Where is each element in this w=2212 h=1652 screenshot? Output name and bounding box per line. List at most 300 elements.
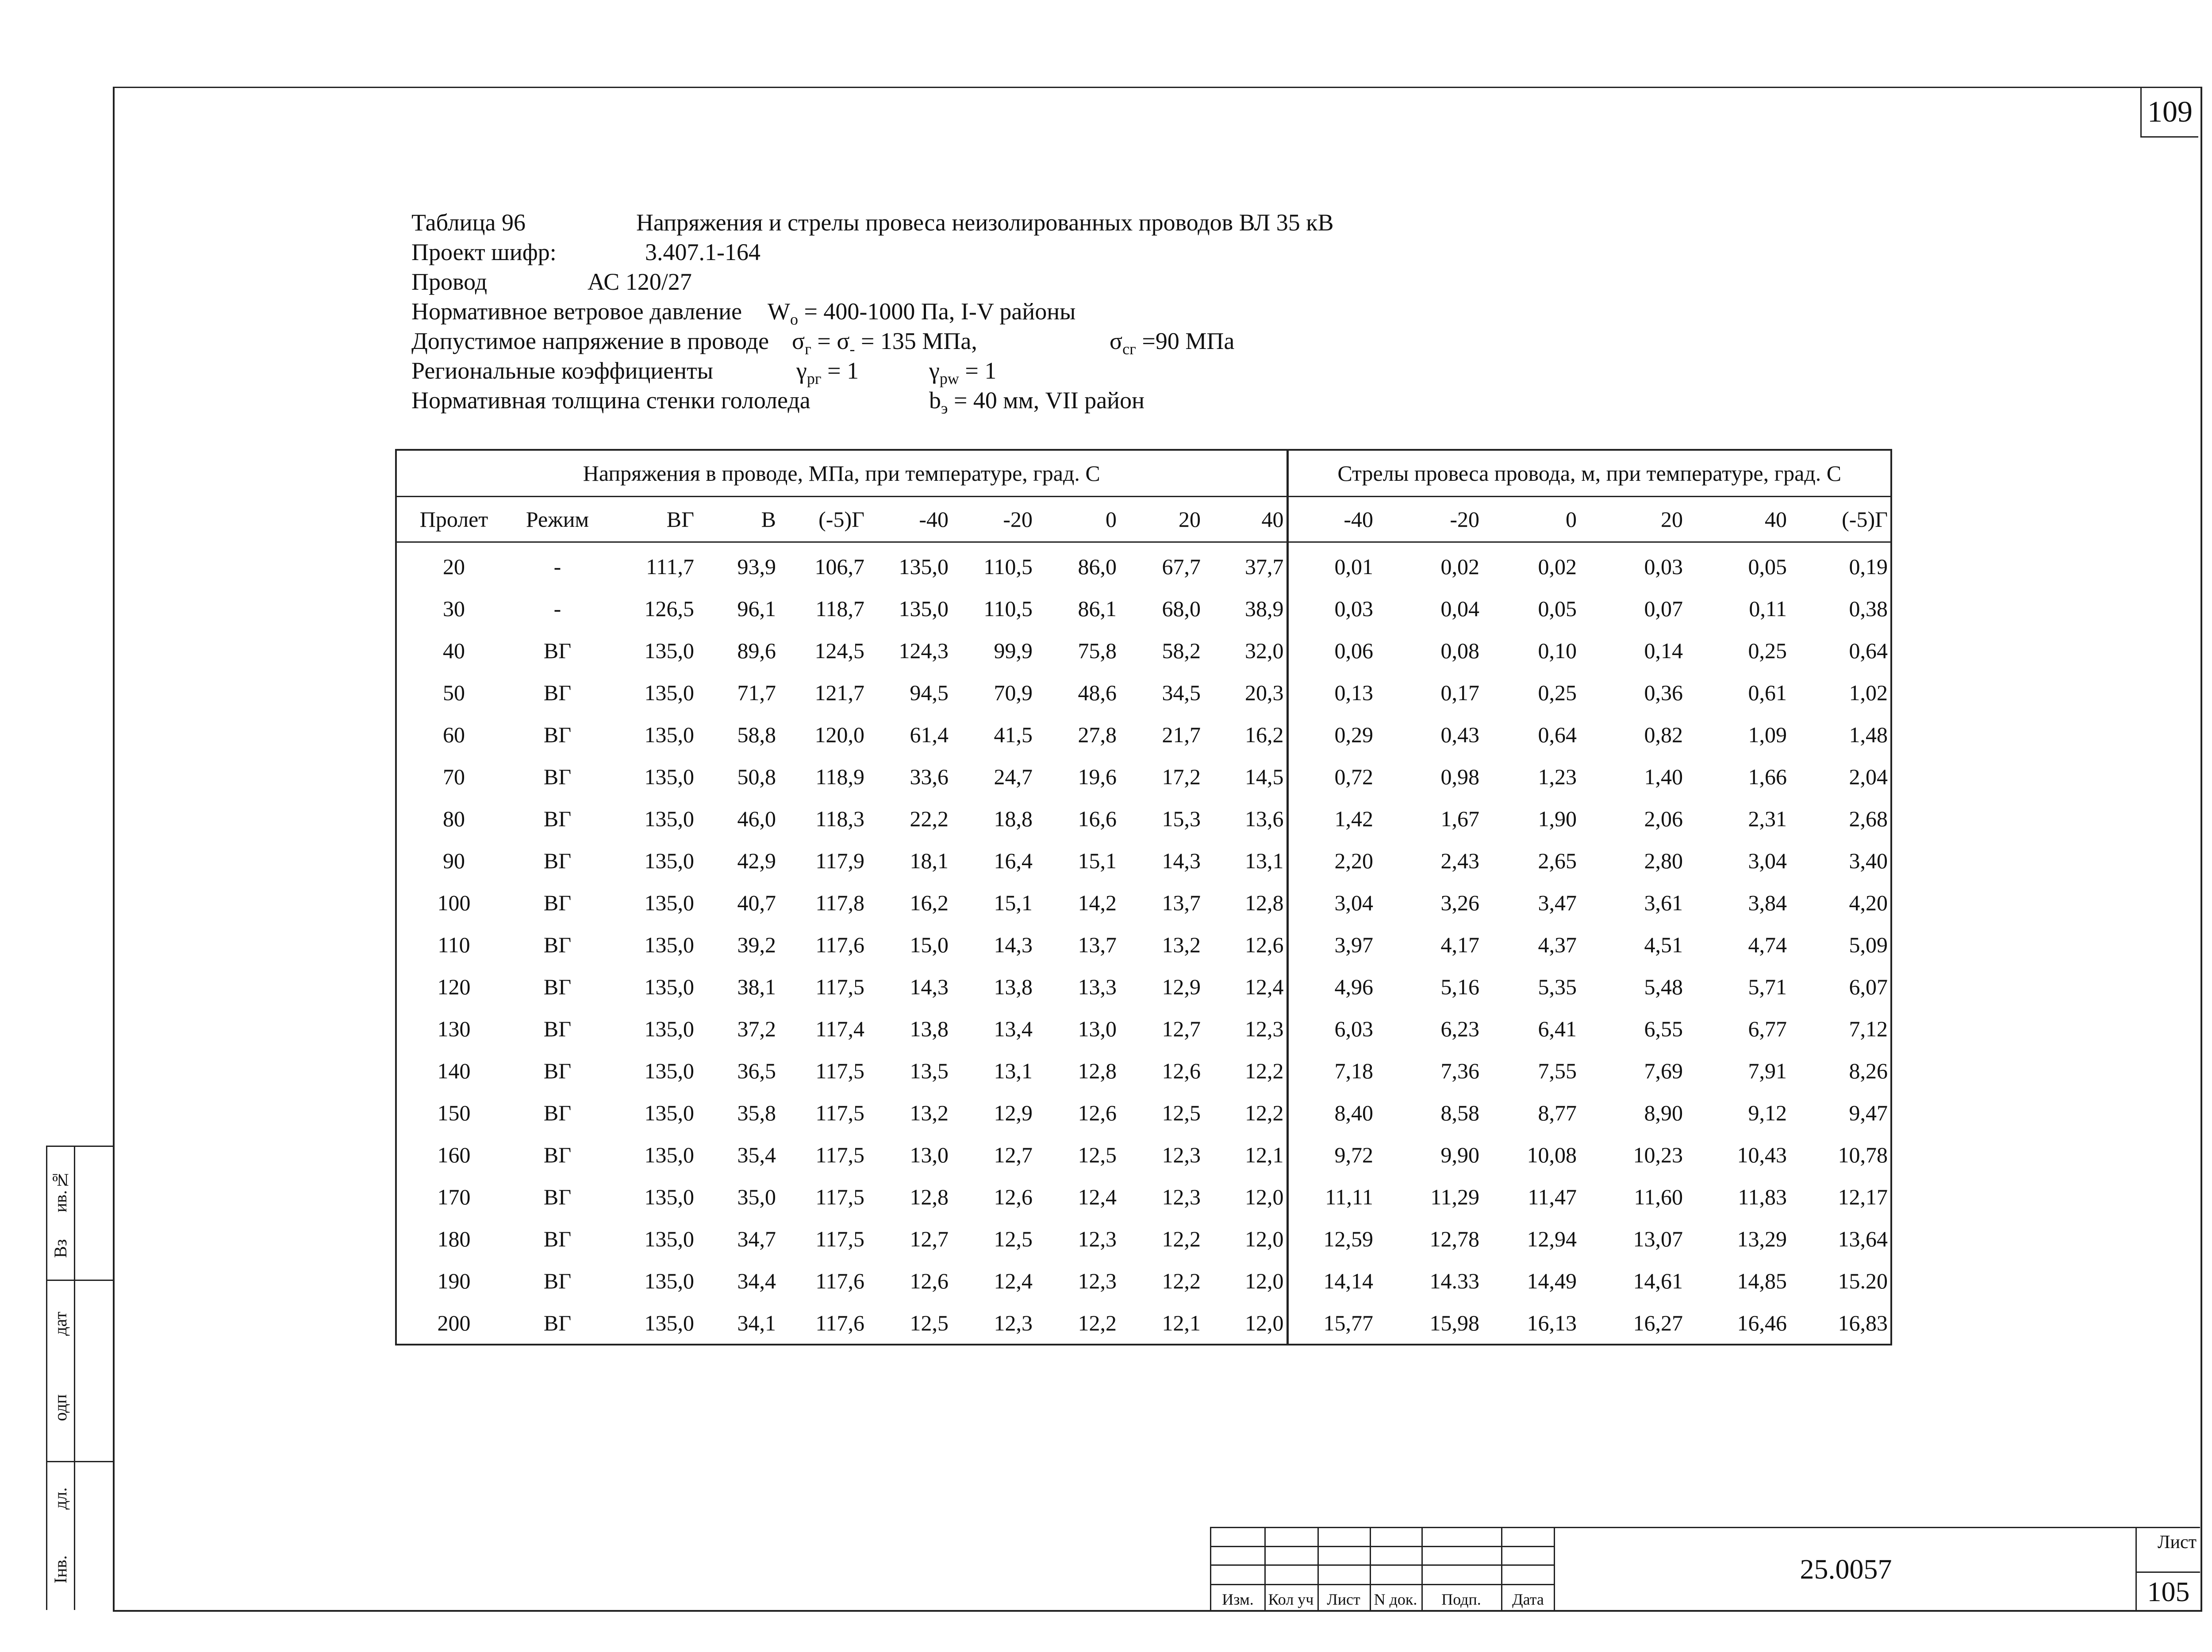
column-header: -20: [951, 497, 1035, 542]
table-row: [396, 882, 1891, 924]
table-cell: 110,5: [983, 596, 1033, 621]
column-header: 20: [1579, 497, 1686, 542]
table-cell: 6,07: [1849, 974, 1888, 999]
table-cell: ВГ: [543, 638, 572, 663]
table-cell: 12,3: [1078, 1268, 1117, 1293]
table-row: [396, 1176, 1891, 1218]
table-cell: 3,04: [1287, 882, 1376, 924]
table-cell: 12,3: [1162, 1184, 1201, 1209]
table-cell: 15,1: [994, 890, 1033, 915]
column-header-row: [396, 497, 1891, 542]
table-cell: 8,26: [1849, 1058, 1888, 1083]
table-cell: 6,55: [1644, 1016, 1683, 1041]
ice-value-group: [929, 386, 1144, 415]
document-code: 25.0057: [1554, 1527, 2137, 1610]
column-header: (-5)Г: [1790, 497, 1891, 542]
table-cell: 6,41: [1538, 1016, 1577, 1041]
table-cell: 0,05: [1538, 596, 1577, 621]
table-cell: 8,58: [1440, 1100, 1479, 1125]
table-cell: 2,20: [1287, 839, 1376, 882]
coef2-value: = 1: [959, 357, 997, 384]
wire-value: АС 120/27: [588, 268, 692, 295]
table-cell: 24,7: [994, 764, 1033, 789]
table-cell: 0,25: [1538, 680, 1577, 705]
table-cell: 39,2: [737, 932, 776, 957]
table-cell: 12,8: [1245, 890, 1284, 915]
table-cell: 9,90: [1440, 1142, 1479, 1167]
table-cell: 14,14: [1287, 1260, 1376, 1302]
table-cell: 46,0: [737, 806, 776, 831]
table-cell: 13,29: [1737, 1226, 1787, 1251]
stamp-label-data: Дата: [1512, 1591, 1544, 1608]
table-cell: 12,4: [1245, 974, 1284, 999]
table-cell: 135,0: [644, 764, 694, 789]
table-cell: 2,65: [1538, 848, 1577, 873]
table-cell: 117,6: [815, 1310, 864, 1335]
table-cell: 10,08: [1527, 1142, 1577, 1167]
table-cell: 67,7: [1162, 554, 1201, 579]
sheet-box: [2135, 1527, 2200, 1610]
table-cell: 2,04: [1849, 764, 1888, 789]
table-cell: 15,98: [1429, 1310, 1479, 1335]
table-cell: 12,0: [1245, 1226, 1284, 1251]
table-cell: 121,7: [814, 680, 864, 705]
table-cell: 15.20: [1838, 1268, 1888, 1293]
stress2-symbol: σ: [1110, 328, 1123, 354]
table-cell: 13,07: [1633, 1226, 1683, 1251]
table-cell: 135,0: [644, 680, 694, 705]
table-cell: 4,96: [1287, 966, 1376, 1008]
table-cell: 135,0: [644, 1226, 694, 1251]
table-cell: 0,29: [1287, 713, 1376, 755]
table-cell: 12,2: [1078, 1310, 1117, 1335]
table-cell: 0,11: [1749, 596, 1787, 621]
table-cell: 190: [437, 1268, 471, 1293]
table-cell: 12,3: [1245, 1016, 1284, 1041]
coef1-symbol: γ: [796, 357, 807, 384]
coef-label: Региональные коэффициенты: [411, 357, 714, 384]
table-cell: 12,9: [994, 1100, 1033, 1125]
table-cell: 4,37: [1538, 932, 1577, 957]
table-cell: 13,5: [910, 1058, 949, 1083]
table-cell: 12,6: [1245, 932, 1284, 957]
table-cell: 124,3: [899, 638, 949, 663]
table-cell: 14,85: [1737, 1268, 1787, 1293]
table-cell: ВГ: [543, 1142, 572, 1167]
left-margin-label: ив.№: [50, 1170, 70, 1212]
table-row: [396, 542, 1891, 588]
table-cell: 0,02: [1538, 554, 1577, 579]
table-cell: 89,6: [737, 638, 776, 663]
table-cell: 120,0: [814, 722, 864, 747]
table-cell: 13,6: [1245, 806, 1284, 831]
table-row: [396, 671, 1891, 713]
table-cell: ВГ: [543, 932, 572, 957]
table-cell: 7,18: [1287, 1050, 1376, 1092]
table-cell: 32,0: [1245, 638, 1284, 663]
table-cell: 16,2: [910, 890, 949, 915]
table-cell: 11,83: [1738, 1184, 1787, 1209]
stamp-grid-line: [1211, 1546, 1555, 1547]
title-block-stamp: [1210, 1527, 2199, 1609]
column-header: ВГ: [604, 497, 697, 542]
table-cell: 30: [443, 596, 465, 621]
table-cell: 10,43: [1737, 1142, 1787, 1167]
table-cell: 11,11: [1287, 1176, 1376, 1218]
table-cell: 0,01: [1287, 542, 1376, 588]
stress2-value-group: [1110, 326, 1234, 356]
table-cell: 12,4: [1078, 1184, 1117, 1209]
table-row: [396, 1260, 1891, 1302]
table-cell: 14,5: [1245, 764, 1284, 789]
table-cell: 135,0: [644, 806, 694, 831]
project-code: 3.407.1-164: [645, 239, 760, 265]
table-cell: 135,0: [644, 848, 694, 873]
table-cell: 37,7: [1245, 554, 1284, 579]
table-cell: 135,0: [644, 890, 694, 915]
table-cell: 13,2: [1162, 932, 1201, 957]
table-cell: 60: [443, 722, 465, 747]
table-cell: 12,6: [1162, 1058, 1201, 1083]
group-header-sag: Стрелы провеса провода, м, при температуре, град. С: [1287, 450, 1891, 497]
column-header: -40: [1287, 497, 1376, 542]
sheet-label: Лист: [2158, 1532, 2197, 1552]
coef2-symbol: γ: [929, 357, 940, 384]
stamp-label-podp: Подп.: [1441, 1591, 1481, 1608]
table-cell: 117,9: [815, 848, 864, 873]
table-cell: 80: [443, 806, 465, 831]
table-cell: 17,2: [1162, 764, 1201, 789]
table-cell: 96,1: [737, 596, 776, 621]
table-cell: 12,5: [994, 1226, 1033, 1251]
table-row: [396, 1050, 1891, 1092]
table-cell: 0,05: [1748, 554, 1787, 579]
table-cell: 8,40: [1287, 1092, 1376, 1134]
table-cell: 41,5: [994, 722, 1033, 747]
table-cell: 11,60: [1634, 1184, 1683, 1209]
table-cell: 135,0: [644, 974, 694, 999]
table-cell: 200: [437, 1310, 471, 1335]
table-cell: 117,5: [815, 1100, 864, 1125]
table-cell: 48,6: [1078, 680, 1117, 705]
coef1-value: = 1: [821, 357, 859, 384]
table-cell: ВГ: [543, 806, 572, 831]
table-row: [396, 1092, 1891, 1134]
left-margin-label: Інв.: [50, 1555, 70, 1583]
table-cell: ВГ: [543, 1016, 572, 1041]
stamp-grid: [1210, 1527, 1555, 1610]
table-cell: 0,64: [1538, 722, 1577, 747]
table-cell: 4,51: [1644, 932, 1683, 957]
table-cell: 12,7: [994, 1142, 1033, 1167]
table-cell: 12,0: [1245, 1184, 1284, 1209]
table-cell: 12,5: [910, 1310, 949, 1335]
table-cell: 118,9: [815, 764, 864, 789]
table-cell: 9,12: [1748, 1100, 1787, 1125]
table-row: [396, 1008, 1891, 1050]
table-cell: 14,3: [994, 932, 1033, 957]
table-cell: 0,17: [1440, 680, 1479, 705]
table-cell: 160: [437, 1142, 471, 1167]
table-cell: 27,8: [1078, 722, 1117, 747]
table-cell: 135,0: [644, 1184, 694, 1209]
table-cell: 40,7: [737, 890, 776, 915]
column-header: Пролет: [396, 497, 511, 542]
table-cell: 18,1: [910, 848, 949, 873]
table-cell: 117,6: [815, 1268, 864, 1293]
left-margin-label: одп: [50, 1394, 70, 1422]
left-margin-label: дат: [50, 1311, 70, 1336]
table-cell: 110: [438, 932, 470, 957]
table-cell: 94,5: [910, 680, 949, 705]
table-cell: 135,0: [899, 554, 949, 579]
table-cell: 12,78: [1429, 1226, 1479, 1251]
coef2-group: [929, 356, 996, 386]
table-cell: 16,83: [1838, 1310, 1888, 1335]
column-header: 40: [1686, 497, 1790, 542]
table-cell: -: [553, 596, 561, 621]
table-cell: 35,4: [737, 1142, 776, 1167]
table-cell: 135,0: [644, 1310, 694, 1335]
table-cell: 58,2: [1162, 638, 1201, 663]
column-header: 0: [1035, 497, 1119, 542]
table-cell: 15,77: [1287, 1302, 1376, 1345]
stress-mid: = σ: [811, 328, 850, 354]
stamp-label-list: Лист: [1327, 1591, 1360, 1608]
table-cell: 34,5: [1162, 680, 1201, 705]
table-cell: 34,1: [737, 1310, 776, 1335]
stress-value: = 135 МПа,: [855, 328, 977, 354]
table-row: [396, 713, 1891, 755]
table-cell: 135,0: [644, 1100, 694, 1125]
ice-symbol: b: [929, 387, 941, 414]
table-cell: 7,69: [1644, 1058, 1683, 1083]
table-cell: 12,6: [994, 1184, 1033, 1209]
table-cell: 15,0: [910, 932, 949, 957]
table-cell: 2,80: [1644, 848, 1683, 873]
table-cell: 2,31: [1748, 806, 1787, 831]
left-margin-label: дл.: [50, 1487, 70, 1510]
table-row: [396, 1302, 1891, 1345]
table-cell: 37,2: [737, 1016, 776, 1041]
table-cell: 35,8: [737, 1100, 776, 1125]
table-cell: 106,7: [814, 554, 864, 579]
stress-sub-1: г: [805, 340, 811, 358]
table-cell: 0,07: [1644, 596, 1683, 621]
sheet-number: 105: [2137, 1572, 2200, 1611]
column-header: -40: [867, 497, 951, 542]
table-row: [396, 924, 1891, 966]
stress-value-group: [792, 326, 977, 356]
table-cell: 12,3: [994, 1310, 1033, 1335]
table-cell: 5,35: [1538, 974, 1577, 999]
table-cell: 50,8: [737, 764, 776, 789]
table-cell: ВГ: [543, 764, 572, 789]
table-cell: 0,61: [1748, 680, 1787, 705]
group-header-row: [396, 450, 1891, 497]
table-cell: 0,36: [1644, 680, 1683, 705]
table-cell: 14,61: [1633, 1268, 1683, 1293]
table-cell: 3,97: [1287, 924, 1376, 966]
ice-value: = 40 мм, VII район: [948, 387, 1144, 414]
wind-symbol: W: [768, 298, 790, 325]
column-header: (-5)Г: [779, 497, 867, 542]
table-cell: 2,43: [1440, 848, 1479, 873]
table-cell: 14,3: [910, 974, 949, 999]
table-cell: 90: [443, 848, 465, 873]
table-cell: 35,0: [737, 1184, 776, 1209]
coef1-group: [796, 356, 859, 386]
ice-label: Нормативная толщина стенки гололеда: [411, 387, 810, 414]
table-cell: 117,4: [815, 1016, 864, 1041]
table-cell: 135,0: [644, 1268, 694, 1293]
table-cell: 135,0: [644, 1142, 694, 1167]
table-cell: 71,7: [737, 680, 776, 705]
table-cell: 70: [443, 764, 465, 789]
group-header-stress: Напряжения в проводе, МПа, при температуре, град. С: [396, 450, 1287, 497]
table-cell: 12,8: [910, 1184, 949, 1209]
table-cell: ВГ: [543, 1310, 572, 1335]
table-cell: 135,0: [644, 1016, 694, 1041]
table-row: [396, 797, 1891, 839]
table-cell: 0,25: [1748, 638, 1787, 663]
stress-symbol: σ: [792, 328, 805, 354]
table-cell: 20,3: [1245, 680, 1284, 705]
table-cell: 16,46: [1737, 1310, 1787, 1335]
table-row: [396, 755, 1891, 797]
table-cell: 0,03: [1644, 554, 1683, 579]
table-cell: 0,06: [1287, 629, 1376, 671]
table-cell: 6,23: [1440, 1016, 1479, 1041]
table-cell: 61,4: [910, 722, 949, 747]
table-cell: 13,1: [994, 1058, 1033, 1083]
table-cell: 1,40: [1644, 764, 1683, 789]
table-cell: 9,47: [1849, 1100, 1888, 1125]
table-cell: 140: [437, 1058, 471, 1083]
table-cell: ВГ: [543, 680, 572, 705]
table-cell: 16,6: [1078, 806, 1117, 831]
table-cell: 12,4: [994, 1268, 1033, 1293]
table-cell: 3,84: [1748, 890, 1787, 915]
table-cell: 9,72: [1287, 1134, 1376, 1176]
wind-label: Нормативное ветровое давление: [411, 298, 742, 325]
table-cell: 0,14: [1644, 638, 1683, 663]
table-row: [396, 839, 1891, 882]
table-cell: 7,36: [1440, 1058, 1479, 1083]
table-cell: 120: [437, 974, 471, 999]
table-cell: 0,38: [1849, 596, 1888, 621]
stamp-grid-line: [1211, 1564, 1555, 1566]
table-cell: 75,8: [1078, 638, 1117, 663]
table-cell: 3,40: [1849, 848, 1888, 873]
table-cell: ВГ: [543, 722, 572, 747]
table-cell: 117,5: [815, 1226, 864, 1251]
table-cell: 135,0: [644, 638, 694, 663]
table-cell: 117,5: [815, 1184, 864, 1209]
wind-sub: o: [790, 310, 798, 328]
table-cell: 13,0: [910, 1142, 949, 1167]
table-cell: 0,19: [1849, 554, 1888, 579]
table-cell: 124,5: [814, 638, 864, 663]
table-cell: 8,77: [1538, 1100, 1577, 1125]
table-cell: 7,12: [1849, 1016, 1888, 1041]
table-cell: 170: [437, 1184, 471, 1209]
table-cell: 34,4: [737, 1268, 776, 1293]
table-row: [396, 587, 1891, 629]
table-cell: 118,7: [815, 596, 864, 621]
table-cell: 15,3: [1162, 806, 1201, 831]
table-cell: 126,5: [644, 596, 694, 621]
table-cell: 33,6: [910, 764, 949, 789]
table-cell: 13,4: [994, 1016, 1033, 1041]
coef1-sub: рг: [806, 369, 822, 387]
table-cell: 0,98: [1440, 764, 1479, 789]
table-cell: 13,1: [1245, 848, 1284, 873]
column-header: Режим: [511, 497, 604, 542]
table-cell: ВГ: [543, 1058, 572, 1083]
sag-stress-table: [395, 449, 1892, 1345]
table-cell: 3,26: [1440, 890, 1479, 915]
table-cell: 13,8: [994, 974, 1033, 999]
table-cell: 118,3: [815, 806, 864, 831]
table-cell: 1,90: [1538, 806, 1577, 831]
table-cell: 18,8: [994, 806, 1033, 831]
table-cell: 7,91: [1748, 1058, 1787, 1083]
column-header: 40: [1203, 497, 1287, 542]
table-cell: 12,0: [1245, 1310, 1284, 1335]
table-cell: ВГ: [543, 1226, 572, 1251]
table-cell: 12,8: [1078, 1058, 1117, 1083]
table-cell: 5,16: [1440, 974, 1479, 999]
table-cell: 135,0: [644, 932, 694, 957]
table-cell: 4,20: [1849, 890, 1888, 915]
table-cell: 86,0: [1078, 554, 1117, 579]
table-cell: 0,82: [1644, 722, 1683, 747]
table-cell: 40: [443, 638, 465, 663]
table-cell: 117,5: [815, 974, 864, 999]
wind-value: = 400-1000 Па, I-V районы: [798, 298, 1076, 325]
table-cell: 11,47: [1528, 1184, 1577, 1209]
table-cell: 117,5: [815, 1058, 864, 1083]
table-cell: 42,9: [737, 848, 776, 873]
table-cell: 14,2: [1078, 890, 1117, 915]
table-cell: 21,7: [1162, 722, 1201, 747]
table-row: [396, 1134, 1891, 1176]
table-cell: 93,9: [737, 554, 776, 579]
table-cell: 5,48: [1644, 974, 1683, 999]
stress2-value: =90 МПа: [1136, 328, 1235, 354]
table-cell: 12,1: [1162, 1310, 1201, 1335]
table-cell: 3,04: [1748, 848, 1787, 873]
table-cell: 1,67: [1440, 806, 1479, 831]
table-cell: 12,2: [1245, 1100, 1284, 1125]
table-cell: 12,59: [1287, 1218, 1376, 1260]
table-cell: 13,8: [910, 1016, 949, 1041]
table-cell: 12,7: [910, 1226, 949, 1251]
table-row: [396, 629, 1891, 671]
table-cell: 1,48: [1849, 722, 1888, 747]
table-cell: 16,13: [1527, 1310, 1577, 1335]
table-cell: 13,7: [1078, 932, 1117, 957]
table-cell: 36,5: [737, 1058, 776, 1083]
stamp-label-ndok: N док.: [1374, 1591, 1417, 1608]
project-label: Проект шифр:: [411, 239, 557, 265]
table-cell: 0,10: [1538, 638, 1577, 663]
table-row: [396, 1218, 1891, 1260]
table-cell: 12,2: [1162, 1268, 1201, 1293]
table-cell: 5,09: [1849, 932, 1888, 957]
table-cell: 16,4: [994, 848, 1033, 873]
